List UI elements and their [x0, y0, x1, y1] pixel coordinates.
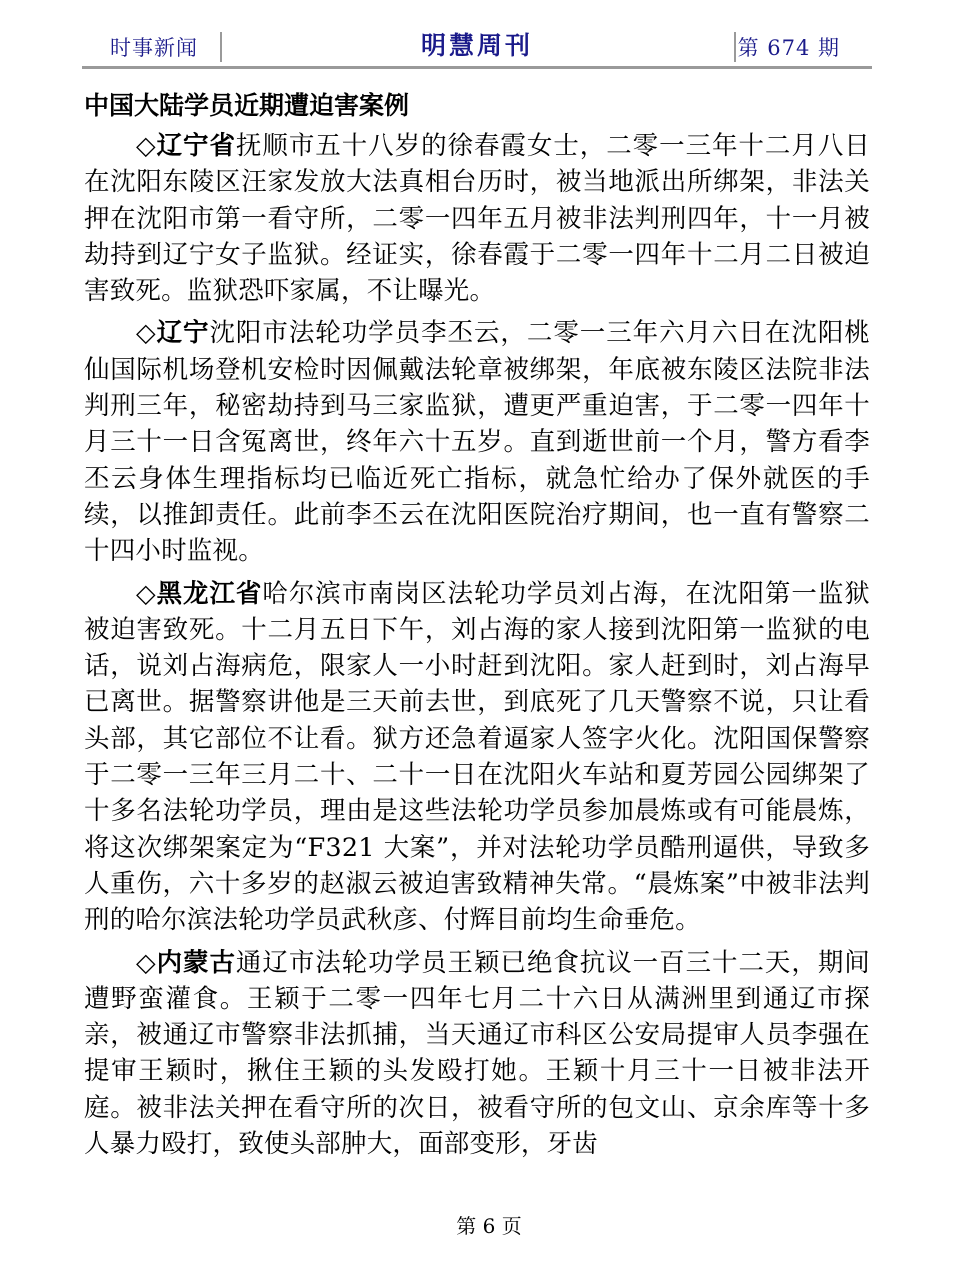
case-paragraph	[84, 945, 870, 1163]
article	[84, 86, 870, 1168]
header-rule	[82, 66, 872, 69]
region-label: 辽宁	[156, 318, 210, 349]
diamond-bullet: ◇	[136, 131, 157, 161]
section-name: 时事新闻	[110, 36, 198, 60]
page-header	[82, 24, 872, 68]
case-paragraph	[84, 315, 870, 569]
diamond-bullet: ◇	[136, 947, 157, 978]
region-label: 黑龙江省	[156, 578, 263, 609]
page-number: 第 6 页	[456, 1214, 522, 1238]
paragraph-text: 抚顺市五十八岁的徐春霞女士，二零一三年十二月八日在沈阳东陵区汪家发放大法真相台历时，被当地派出所绑架，非法关押在沈阳市第一看守所，二零一四年五月被非法判刑四年，十一月被劫持到辽宁女子监狱。经证实，徐春霞于二零一四年十二月二日被迫害致死。监狱恐吓家属，不让曝光。	[84, 131, 870, 307]
region-label: 辽宁省	[156, 131, 236, 161]
article-title: 中国大陆学员近期遭迫害案例	[84, 91, 410, 120]
diamond-bullet: ◇	[136, 318, 157, 349]
publication-title: 明慧周刊	[420, 31, 533, 60]
header-divider-right	[734, 32, 736, 62]
paragraph-text: 哈尔滨市南岗区法轮功学员刘占海，在沈阳第一监狱被迫害致死。十二月五日下午，刘占海的家人接到沈阳第一监狱的电话，说刘占海病危，限家人一小时赶到沈阳。家人赶到时，刘占海早已离世。据警察讲他是三天前去世，到底死了几天警察不说，只让看头部，其它部位不让看。狱方还急着逼家人签字火化。沈阳国保警察于二零一三年三月二十、二十一日在沈阳火车站和夏芳园公园绑架了十多名法轮功学员，理由是这些法轮功学员参加晨炼或有可能晨炼，将这次绑架案定为“F321 大案”，并对法轮功学员酷刑逼供，导致多人重伤，六十多岁的赵淑云被迫害致精神失常。“晨炼案”中被非法判刑的哈尔滨法轮功学员武秋彦、付辉目前均生命垂危。	[84, 578, 870, 936]
case-paragraph	[84, 576, 870, 939]
paragraph-text: 通辽市法轮功学员王颖已绝食抗议一百三十二天，期间遭野蛮灌食。王颖于二零一四年七月二十六日从满洲里到通辽市探亲，被通辽市警察非法抓捕，当天通辽市科区公安局提审人员李强在提审王颖时，揪住王颖的头发殴打她。王颖十月三十一日被非法开庭。被非法关押在看守所的次日，被看守所的包文山、京余库等十多人暴力殴打，致使头部肿大，面部变形，牙齿	[84, 947, 870, 1160]
case-paragraph	[84, 128, 870, 309]
diamond-bullet: ◇	[136, 578, 157, 609]
paragraph-text: 沈阳市法轮功学员李丕云，二零一三年六月六日在沈阳桃仙国际机场登机安检时因佩戴法轮章被绑架，年底被东陵区法院非法判刑三年，秘密劫持到马三家监狱，遭更严重迫害，于二零一四年十月三十一日含冤离世，终年六十五岁。直到逝世前一个月，警方看李丕云身体生理指标均已临近死亡指标，就急忙给办了保外就医的手续，以推卸责任。此前李丕云在沈阳医院治疗期间，也一直有警察二十四小时监视。	[84, 318, 870, 567]
region-label: 内蒙古	[156, 947, 236, 978]
issue-number: 第 674 期	[737, 36, 840, 60]
